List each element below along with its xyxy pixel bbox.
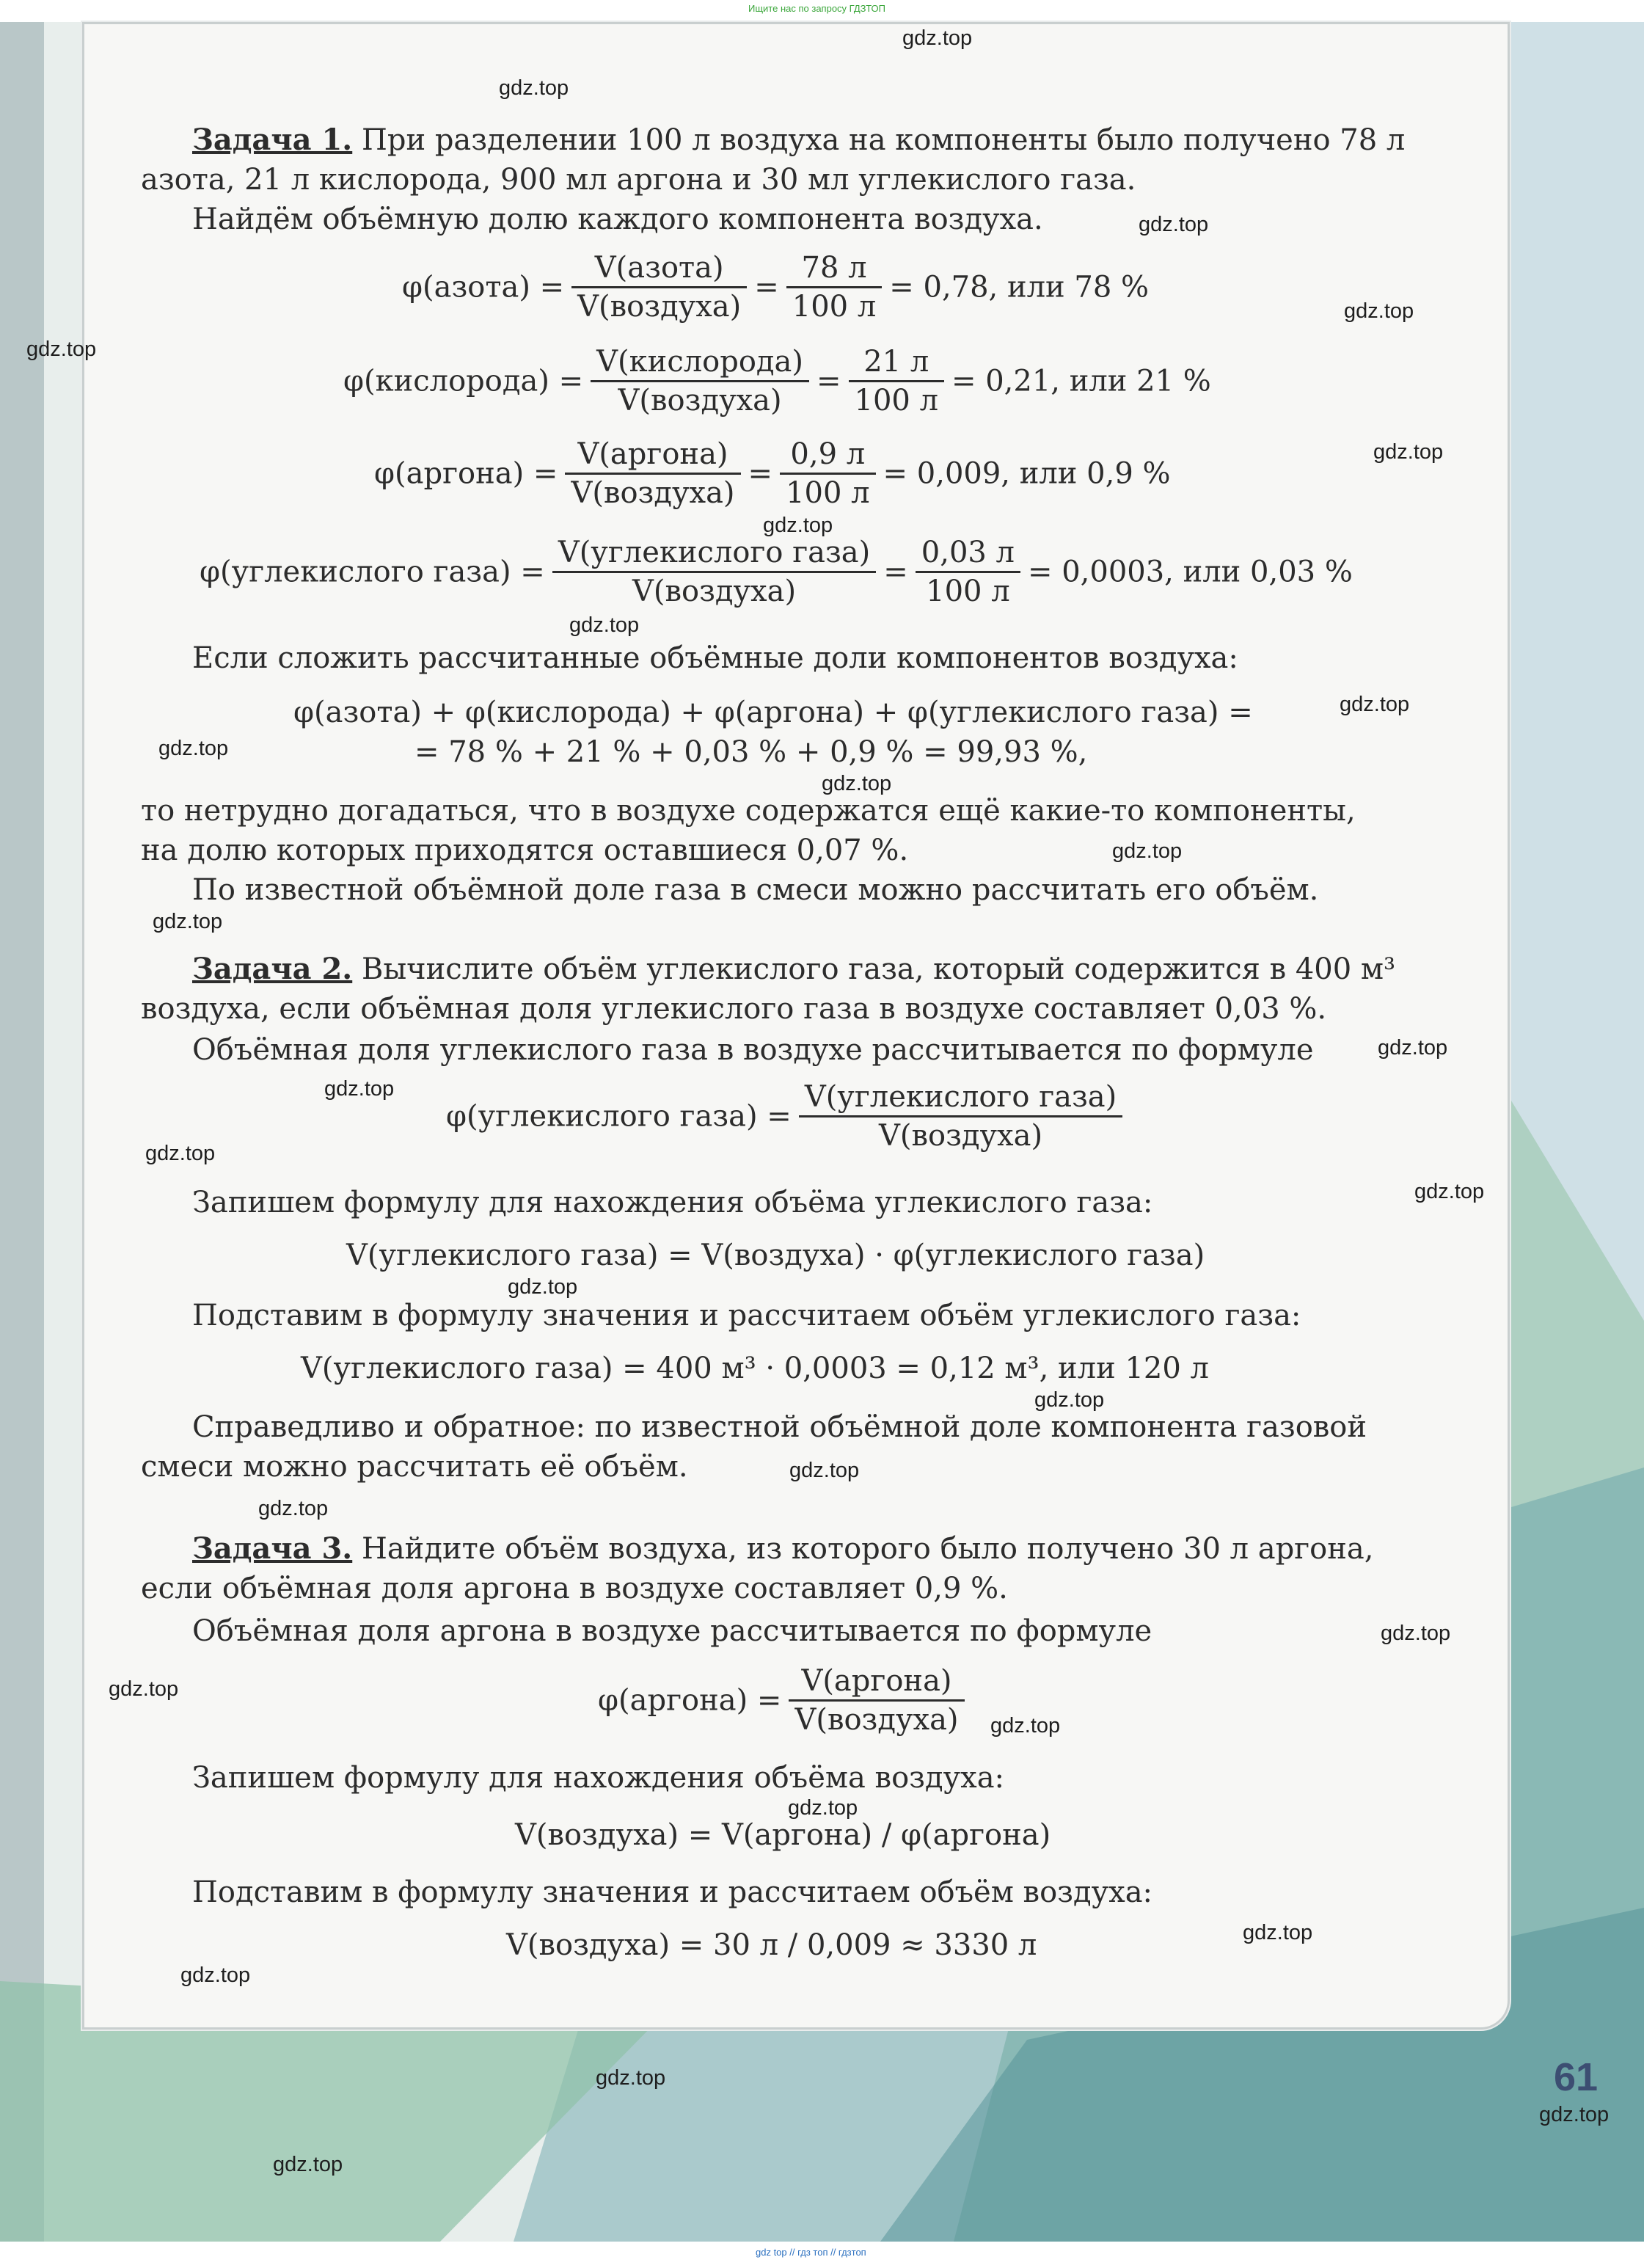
task2-line2: воздуха, если объёмная доля углекислого газа в воздухе составляет 0,03 %.	[141, 992, 1327, 1026]
task2-formula3: V(углекислого газа) = 400 м³ · 0,0003 = 0,12 м³, или 120 л	[301, 1352, 1209, 1385]
task2-line6: Справедливо и обратное: по известной объёмной доле компонента газовой	[192, 1410, 1367, 1444]
watermark: gdz.top	[1378, 1036, 1448, 1060]
task2-line7: смеси можно рассчитать её объём.	[141, 1450, 688, 1484]
task3-line2: если объёмная доля аргона в воздухе составляет 0,9 %.	[141, 1572, 1008, 1605]
task1-line2: азота, 21 л кислорода, 900 мл аргона и 30 мл углекислого газа.	[141, 163, 1136, 197]
watermark: gdz.top	[273, 2153, 343, 2176]
watermark: gdz.top	[1034, 1388, 1105, 1412]
watermark: gdz.top	[902, 26, 973, 50]
task1-label: Задача 1.	[192, 123, 353, 157]
watermark: gdz.top	[1539, 2103, 1610, 2126]
watermark: gdz.top	[508, 1275, 578, 1299]
conclusion-line3: По известной объёмной доле газа в смеси можно рассчитать его объём.	[192, 873, 1319, 907]
watermark: gdz.top	[153, 910, 223, 933]
watermark: gdz.top	[596, 2066, 666, 2090]
watermark: gdz.top	[1340, 693, 1410, 716]
task3-label: Задача 3.	[192, 1531, 353, 1566]
watermark: gdz.top	[1243, 1921, 1313, 1944]
watermark: gdz.top	[1414, 1180, 1485, 1203]
watermark: gdz.top	[990, 1714, 1061, 1738]
task3-formula2: V(воздуха) = V(аргона) / φ(аргона)	[515, 1818, 1051, 1852]
task2-line5: Подставим в формулу значения и рассчитаем объём углекислого газа:	[192, 1299, 1301, 1332]
task2-formula2: V(углекислого газа) = V(воздуха) · φ(углекислого газа)	[346, 1239, 1205, 1272]
watermark: gdz.top	[324, 1077, 395, 1101]
watermark: gdz.top	[569, 613, 640, 637]
watermark: gdz.top	[145, 1142, 216, 1165]
task3-line5: Подставим в формулу значения и рассчитаем объём воздуха:	[192, 1875, 1153, 1909]
task2-line4: Запишем формулу для нахождения объёма углекислого газа:	[192, 1186, 1153, 1219]
task2-label: Задача 2.	[192, 952, 353, 986]
task3-line4: Запишем формулу для нахождения объёма воздуха:	[192, 1761, 1005, 1795]
task2-line3: Объёмная доля углекислого газа в воздухе рассчитывается по формуле	[192, 1033, 1314, 1067]
task1-line3: Найдём объёмную долю каждого компонента воздуха.	[192, 203, 1043, 236]
formula-co2: φ(углекислого газа) = $\frac{\text{V(углекислого газа)}}{\text{V(воздуха)}}$ = $\frac{0,03 л}{100 л}$ = 0,0003, или 0,03 %	[200, 536, 1353, 608]
top-search-note: Ищите нас по запросу ГДЗТОП	[748, 3, 886, 14]
watermark: gdz.top	[158, 737, 229, 760]
sum-line2: = 78 % + 21 % + 0,03 % + 0,9 % = 99,93 %,	[414, 735, 1088, 769]
task2-formula: φ(углекислого газа) = $\frac{\text{V(углекислого газа)}}{\text{V(воздуха)}}$	[446, 1079, 1130, 1154]
task3-formula: φ(аргона) = $\frac{\text{V(аргона)}}{\text{V(воздуха)}}$	[598, 1663, 972, 1738]
formula-nitrogen: φ(азота) = $\frac{\text{V(азота)}}{\text{V(воздуха)}}$ = $\frac{78 л}{100 л}$ = 0,78, или 78 %	[402, 251, 1150, 324]
formula-oxygen: φ(кислорода) = $\frac{\text{V(кислорода)}}{\text{V(воздуха)}}$ = $\frac{21 л}{100 л}$ = 0,21, или 21 %	[343, 345, 1211, 417]
watermark: gdz.top	[1344, 299, 1414, 323]
watermark: gdz.top	[258, 1497, 329, 1520]
watermark: gdz.top	[26, 338, 97, 361]
sum-intro: Если сложить рассчитанные объёмные доли компонентов воздуха:	[192, 641, 1238, 675]
watermark: gdz.top	[822, 772, 892, 795]
task2-line1: Задача 2. Вычислите объём углекислого газа, который содержится в 400 м³	[192, 952, 1396, 986]
task3-line1: Задача 3. Найдите объём воздуха, из которого было получено 30 л аргона,	[192, 1531, 1374, 1566]
watermark: gdz.top	[789, 1459, 860, 1482]
task3-line3: Объёмная доля аргона в воздухе рассчитывается по формуле	[192, 1614, 1152, 1648]
watermark: gdz.top	[499, 76, 569, 100]
bottom-note: gdz top // гдз топ // гдзтоп	[756, 2247, 866, 2258]
watermark: gdz.top	[1381, 1622, 1451, 1645]
watermark: gdz.top	[1112, 839, 1183, 863]
watermark: gdz.top	[788, 1796, 858, 1820]
page-number: 61	[1554, 2055, 1599, 2099]
task1-line1: Задача 1. При разделении 100 л воздуха на компоненты было получено 78 л	[192, 123, 1406, 157]
sum-line1: φ(азота) + φ(кислорода) + φ(аргона) + φ(углекислого газа) =	[293, 696, 1253, 729]
conclusion-line1: то нетрудно догадаться, что в воздухе содержатся ещё какие-то компоненты,	[141, 794, 1356, 828]
watermark: gdz.top	[109, 1677, 179, 1701]
watermark: gdz.top	[1139, 213, 1209, 236]
watermark: gdz.top	[180, 1963, 251, 1987]
watermark: gdz.top	[1373, 440, 1444, 464]
conclusion-line2: на долю которых приходятся оставшиеся 0,07 %.	[141, 834, 909, 867]
watermark: gdz.top	[763, 514, 833, 537]
formula-argon: φ(аргона) = $\frac{\text{V(аргона)}}{\text{V(воздуха)}}$ = $\frac{0,9 л}{100 л}$ = 0,009, или 0,9 %	[374, 437, 1171, 510]
task3-formula3: V(воздуха) = 30 л / 0,009 ≈ 3330 л	[506, 1928, 1037, 1962]
